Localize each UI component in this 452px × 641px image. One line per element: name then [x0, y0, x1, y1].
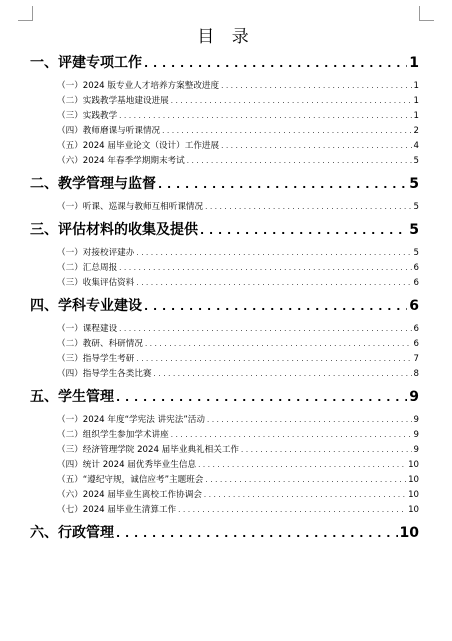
toc-subitem-label: （七）2024 届毕业生清算工作 — [57, 505, 177, 515]
toc-leader-dots — [204, 491, 406, 499]
toc-subitem-page: 6 — [413, 278, 419, 288]
toc-subitem-label: （二）实践教学基地建设进展 — [57, 96, 169, 106]
toc-subitem-page: 2 — [413, 126, 419, 136]
toc-subitem-entry[interactable] — [30, 458, 419, 473]
toc-leader-dots — [241, 446, 412, 454]
toc-leader-dots — [119, 264, 411, 272]
toc-section-entry[interactable] — [30, 219, 419, 241]
toc-leader-dots — [207, 416, 412, 424]
toc-subitem-label: （四）教师磨课与听课情况 — [57, 126, 161, 136]
toc-leader-dots — [119, 325, 411, 333]
toc-leader-dots — [178, 506, 406, 514]
toc-section-label: 一、评建专项工作 — [30, 55, 142, 71]
toc-subitem-page: 5 — [413, 248, 419, 258]
toc-leader-dots — [198, 461, 406, 469]
toc-subitem-label: （四）统计 2024 届优秀毕业生信息 — [57, 460, 197, 470]
toc-subitem-page: 9 — [413, 445, 419, 455]
toc-section-entry[interactable] — [30, 522, 419, 544]
toc-subitem-page: 9 — [413, 430, 419, 440]
toc-subitem-label: （三）指导学生考研 — [57, 354, 135, 364]
toc-leader-dots — [154, 370, 412, 378]
toc-leader-dots — [136, 249, 411, 257]
toc-subitem-entry[interactable] — [30, 246, 419, 261]
toc-subitem-label: （三）实践教学 — [57, 111, 118, 121]
table-of-contents — [30, 52, 419, 544]
toc-leader-dots — [205, 476, 406, 484]
toc-subitem-entry[interactable] — [30, 109, 419, 124]
toc-leader-dots — [116, 527, 398, 540]
toc-subitem-entry[interactable] — [30, 94, 419, 109]
page-corner-mark-left — [18, 6, 33, 21]
toc-subitem-entry[interactable] — [30, 154, 419, 169]
toc-subitem-entry[interactable] — [30, 124, 419, 139]
toc-subitem-entry[interactable] — [30, 261, 419, 276]
toc-leader-dots — [205, 203, 411, 211]
toc-subitem-entry[interactable] — [30, 139, 419, 154]
toc-section-label: 五、学生管理 — [30, 389, 114, 405]
toc-subitem-page: 8 — [413, 369, 419, 379]
toc-subitem-label: （五）2024 届毕业论文（设计）工作进展 — [57, 141, 220, 151]
toc-section-page: 5 — [409, 222, 419, 238]
toc-leader-dots — [171, 97, 412, 105]
toc-subitem-entry[interactable] — [30, 352, 419, 367]
toc-leader-dots — [136, 355, 411, 363]
toc-leader-dots — [144, 57, 407, 70]
toc-subitem-page: 1 — [413, 96, 419, 106]
toc-leader-dots — [187, 157, 412, 165]
toc-section-entry[interactable] — [30, 295, 419, 317]
toc-subitem-page: 6 — [413, 339, 419, 349]
toc-section-entry[interactable] — [30, 386, 419, 408]
toc-subitem-page: 10 — [408, 505, 419, 515]
toc-title: 目 录 — [197, 27, 255, 47]
toc-subitem-label: （五）“遵纪守规，诚信应考”主题班会 — [57, 475, 204, 485]
toc-leader-dots — [145, 340, 412, 348]
toc-section-label: 四、学科专业建设 — [30, 298, 142, 314]
toc-section-page: 1 — [409, 55, 419, 71]
toc-subitem-entry[interactable] — [30, 322, 419, 337]
toc-subitem-entry[interactable] — [30, 428, 419, 443]
toc-leader-dots — [221, 82, 411, 90]
toc-subitem-label: （二）组织学生参加学术讲座 — [57, 430, 169, 440]
toc-section-page: 5 — [409, 176, 419, 192]
toc-section-page: 9 — [409, 389, 419, 405]
toc-subitem-page: 6 — [413, 324, 419, 334]
toc-subitem-entry[interactable] — [30, 200, 419, 215]
toc-subitem-page: 7 — [413, 354, 419, 364]
toc-subitem-label: （一）2024 版专业人才培养方案整改进度 — [57, 81, 220, 91]
toc-subitem-label: （一）听课、巡课与教师互相听课情况 — [57, 202, 204, 212]
toc-subitem-label: （二）汇总周报 — [57, 263, 118, 273]
toc-section-label: 三、评估材料的收集及提供 — [30, 222, 198, 238]
toc-subitem-entry[interactable] — [30, 337, 419, 352]
toc-subitem-entry[interactable] — [30, 413, 419, 428]
toc-subitem-entry[interactable] — [30, 79, 419, 94]
toc-subitem-page: 4 — [413, 141, 419, 151]
toc-subitem-label: （三）经济管理学院 2024 届毕业典礼相关工作 — [57, 445, 240, 455]
toc-leader-dots — [144, 300, 407, 313]
toc-subitem-page: 1 — [413, 111, 419, 121]
toc-subitem-label: （二）教研、科研情况 — [57, 339, 143, 349]
toc-subitem-page: 5 — [413, 202, 419, 212]
toc-leader-dots — [200, 224, 407, 237]
toc-subitem-page: 10 — [408, 460, 419, 470]
toc-leader-dots — [158, 178, 407, 191]
toc-leader-dots — [221, 142, 411, 150]
toc-section-entry[interactable] — [30, 173, 419, 195]
toc-subitem-label: （一）课程建设 — [57, 324, 118, 334]
toc-subitem-page: 5 — [413, 156, 419, 166]
toc-leader-dots — [119, 112, 411, 120]
toc-section-label: 六、行政管理 — [30, 525, 114, 541]
page-corner-mark-right — [419, 6, 434, 21]
toc-section-page: 6 — [409, 298, 419, 314]
toc-subitem-label: （六）2024 届毕业生离校工作协调会 — [57, 490, 202, 500]
toc-subitem-entry[interactable] — [30, 443, 419, 458]
toc-subitem-label: （三）收集评估资料 — [57, 278, 135, 288]
toc-section-label: 二、教学管理与监督 — [30, 176, 156, 192]
toc-subitem-page: 9 — [413, 415, 419, 425]
toc-subitem-page: 6 — [413, 263, 419, 273]
toc-leader-dots — [116, 391, 407, 404]
toc-section-entry[interactable] — [30, 52, 419, 74]
toc-section-page: 10 — [399, 525, 419, 541]
toc-subitem-label: （一）2024 年度“学宪法 讲宪法”活动 — [57, 415, 205, 425]
toc-subitem-label: （一）对接校评建办 — [57, 248, 135, 258]
toc-subitem-page: 10 — [408, 475, 419, 485]
toc-subitem-page: 1 — [413, 81, 419, 91]
toc-leader-dots — [162, 127, 411, 135]
toc-subitem-label: （六）2024 年春季学期期末考试 — [57, 156, 185, 166]
toc-subitem-entry[interactable] — [30, 488, 419, 503]
toc-leader-dots — [171, 431, 412, 439]
toc-leader-dots — [136, 279, 411, 287]
toc-subitem-page: 10 — [408, 490, 419, 500]
toc-subitem-entry[interactable] — [30, 503, 419, 518]
toc-subitem-entry[interactable] — [30, 367, 419, 382]
toc-subitem-entry[interactable] — [30, 276, 419, 291]
toc-subitem-label: （四）指导学生各类比赛 — [57, 369, 152, 379]
toc-subitem-entry[interactable] — [30, 473, 419, 488]
